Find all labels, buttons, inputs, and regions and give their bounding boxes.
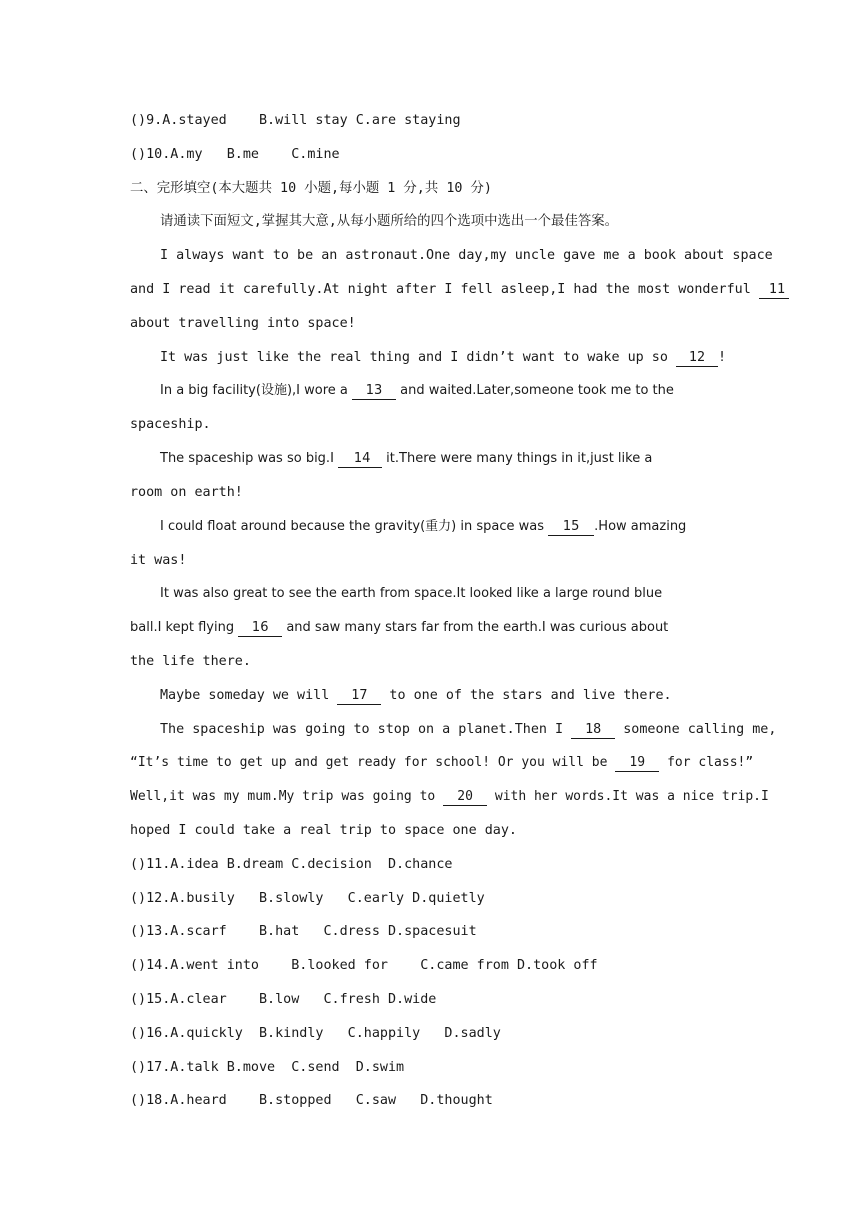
passage-line	[130, 787, 769, 807]
passage-text: and I read it carefully.At night after I fell asleep,I had the most wonderful	[130, 282, 759, 297]
passage-text: I could float around because the gravity(重力) in space was	[160, 519, 549, 534]
passage-text: to one of the stars and live there.	[381, 688, 672, 703]
blank-18: 18	[571, 721, 615, 739]
passage-line	[130, 753, 754, 773]
passage-text: someone calling me,	[615, 722, 777, 737]
passage-text: It was just like the real thing and I didn’t want to wake up so	[160, 350, 676, 365]
passage-line	[160, 720, 777, 740]
passage-line	[160, 381, 732, 401]
blank-11: 11	[759, 281, 789, 299]
question-12: ()12.A.busily B.slowly C.early D.quietly	[130, 891, 485, 906]
passage-line: spaceship.	[130, 417, 211, 432]
passage-text: with her words.It was a nice trip.I	[487, 789, 769, 804]
passage-line	[160, 449, 732, 469]
passage-line	[160, 517, 732, 537]
blank-19: 19	[615, 754, 659, 772]
passage-line	[160, 348, 732, 368]
blank-13: 13	[352, 382, 396, 400]
passage-text: .How amazing	[594, 519, 687, 534]
passage-text: “It’s time to get up and get ready for school! Or you will be	[130, 755, 616, 770]
passage-text: The spaceship was going to stop on a planet.Then I	[160, 722, 572, 737]
blank-17: 17	[337, 687, 381, 705]
passage-text: ball.I kept flying	[130, 620, 239, 635]
passage-line: it was!	[130, 553, 187, 568]
passage-text: Well,it was my mum.My trip was going to	[130, 789, 444, 804]
question-9: ()9.A.stayed B.will stay C.are staying	[130, 113, 461, 128]
question-14: ()14.A.went into B.looked for C.came from D.took off	[130, 958, 598, 973]
passage-text: Maybe someday we will	[160, 688, 338, 703]
blank-12: 12	[676, 349, 718, 367]
blank-16: 16	[238, 619, 282, 637]
question-13: ()13.A.scarf B.hat C.dress D.spacesuit	[130, 924, 477, 939]
passage-line: about travelling into space!	[130, 316, 356, 331]
passage-line: hoped I could take a real trip to space one day.	[130, 823, 517, 838]
passage-text: !	[717, 350, 727, 365]
passage-line: room on earth!	[130, 485, 243, 500]
passage-text: The spaceship was so big.I	[160, 451, 339, 466]
passage-line	[130, 618, 732, 638]
blank-20: 20	[443, 788, 487, 806]
question-15: ()15.A.clear B.low C.fresh D.wide	[130, 992, 437, 1007]
passage-line	[160, 686, 732, 706]
question-16: ()16.A.quickly B.kindly C.happily D.sadly	[130, 1026, 501, 1041]
blank-14: 14	[338, 450, 382, 468]
passage-line: the life there.	[130, 654, 251, 669]
question-17: ()17.A.talk B.move C.send D.swim	[130, 1060, 405, 1075]
passage-line	[130, 280, 786, 300]
passage-text: and waited.Later,someone took me to the	[396, 383, 674, 398]
passage-line: It was also great to see the earth from space.It looked like a large round blue	[160, 586, 663, 601]
instruction: 请通读下面短文,掌握其大意,从每小题所给的四个选项中选出一个最佳答案。	[160, 214, 619, 229]
passage-text: In a big facility(设施),I wore a	[160, 383, 352, 398]
passage-line: I always want to be an astronaut.One day,my uncle gave me a book about space	[160, 248, 773, 263]
section-heading: 二、完形填空(本大题共 10 小题,每小题 1 分,共 10 分)	[130, 181, 492, 196]
passage-text: and saw many stars far from the earth.I was curious about	[282, 620, 669, 635]
question-11: ()11.A.idea B.dream C.decision D.chance	[130, 857, 453, 872]
blank-15: 15	[548, 518, 594, 536]
question-10: ()10.A.my B.me C.mine	[130, 147, 340, 162]
passage-text: for class!”	[659, 755, 754, 770]
question-18: ()18.A.heard B.stopped C.saw D.thought	[130, 1093, 493, 1108]
passage-text: it.There were many things in it,just like a	[382, 451, 653, 466]
